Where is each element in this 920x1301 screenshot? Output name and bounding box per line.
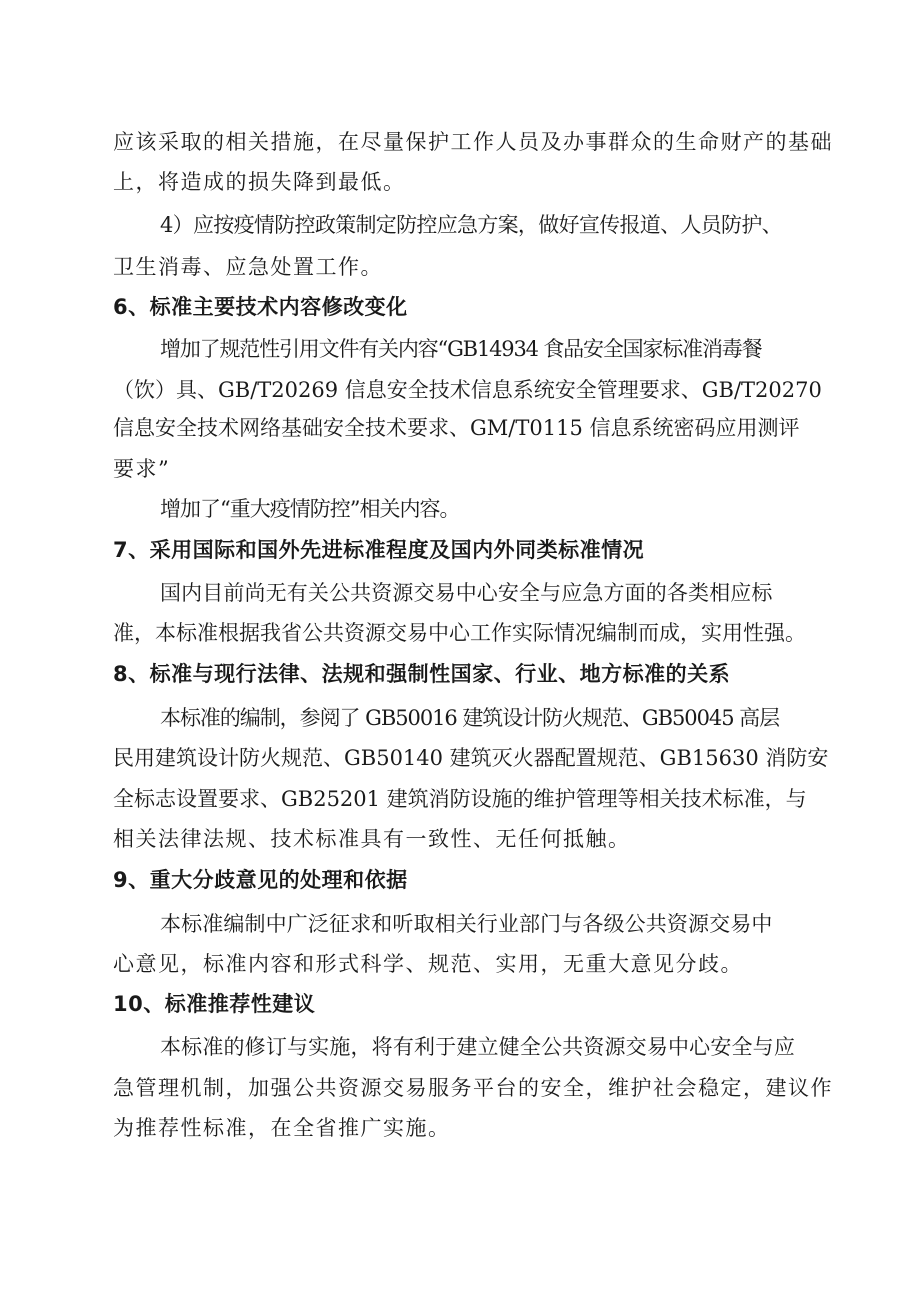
section-10-line-1: 本标准的修订与实施，将有利于建立健全公共资源交易中心安全与应 <box>160 1035 795 1059</box>
section-7-line-1: 国内目前尚无有关公共资源交易中心安全与应急方面的各类相应标 <box>160 581 773 605</box>
section-6-line-5: 增加了“重大疫情防控”相关内容。 <box>160 497 460 521</box>
section-6-line-1: 增加了规范性引用文件有关内容“GB14934 食品安全国家标准消毒餐 <box>160 337 762 361</box>
section-6-heading: 6、标准主要技术内容修改变化 <box>113 295 408 319</box>
section-9-heading: 9、重大分歧意见的处理和依据 <box>113 868 408 892</box>
section-7-heading: 7、采用国际和国外先进标准程度及国内外同类标准情况 <box>113 538 645 562</box>
section-6-line-2: （饮）具、GB/T20269 信息安全技术信息系统安全管理要求、GB/T20270 <box>113 378 822 402</box>
section-9-line-1: 本标准编制中广泛征求和听取相关行业部门与各级公共资源交易中 <box>160 912 773 936</box>
intro-line-4: 卫生消毒、应急处置工作。 <box>113 255 383 279</box>
section-6-line-3: 信息安全技术网络基础安全技术要求、GM/T0115 信息系统密码应用测评 <box>113 416 800 440</box>
section-8-line-1: 本标准的编制，参阅了 GB50016 建筑设计防火规范、GB50045 高层 <box>160 706 780 730</box>
intro-line-1: 应该采取的相关措施，在尽量保护工作人员及办事群众的生命财产的基础 <box>113 130 833 154</box>
section-8-line-3: 全标志设置要求、GB25201 建筑消防设施的维护管理等相关技术标准，与 <box>113 787 807 811</box>
section-10-line-3: 为推荐性标准，在全省推广实施。 <box>113 1116 451 1140</box>
section-10-heading: 10、标准推荐性建议 <box>113 992 316 1016</box>
intro-line-2: 上，将造成的损失降到最低。 <box>113 170 406 194</box>
section-6-line-4: 要求” <box>113 457 171 481</box>
section-8-heading: 8、标准与现行法律、法规和强制性国家、行业、地方标准的关系 <box>113 662 731 686</box>
section-9-line-2: 心意见，标准内容和形式科学、规范、实用，无重大意见分歧。 <box>113 952 743 976</box>
section-8-line-4: 相关法律法规、技术标准具有一致性、无任何抵触。 <box>113 827 631 851</box>
section-10-line-2: 急管理机制，加强公共资源交易服务平台的安全，维护社会稳定，建议作 <box>113 1076 833 1100</box>
section-8-line-2: 民用建筑设计防火规范、GB50140 建筑灭火器配置规范、GB15630 消防安 <box>113 746 829 770</box>
intro-line-3: 4）应按疫情防控政策制定防控应急方案，做好宣传报道、人员防护、 <box>160 213 782 237</box>
section-7-line-2: 准，本标准根据我省公共资源交易中心工作实际情况编制而成，实用性强。 <box>113 621 806 645</box>
